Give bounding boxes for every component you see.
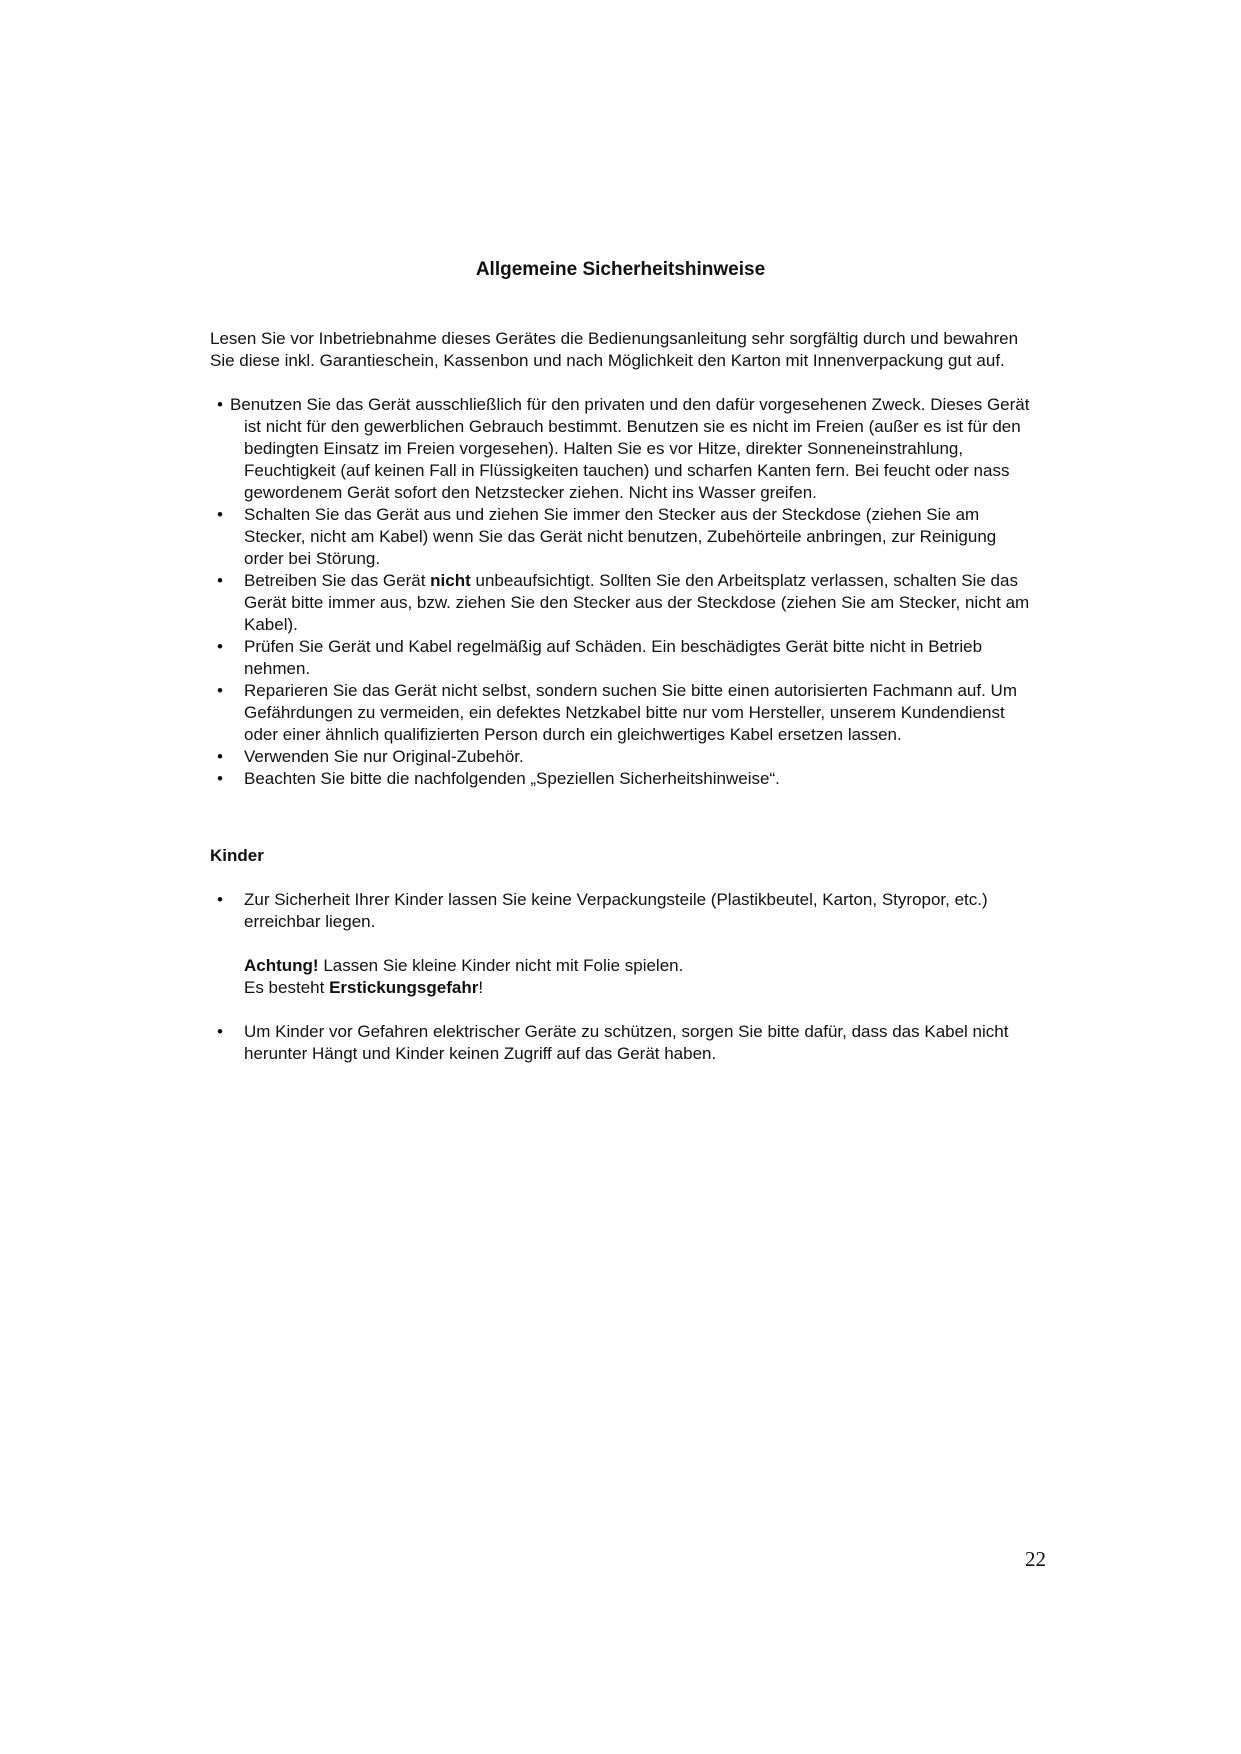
safety-list <box>210 394 1040 790</box>
list-item <box>210 680 1040 746</box>
list-item <box>210 768 1040 790</box>
list-item-continuation: Dieses Gerät ist nicht für den gewerblichen Gebrauch bestimmt. Benutzen sie es nicht im Freien (außer es ist für den bedingten Einsatz im Freien vorgesehen). Halten Sie es vor Hitze, direkter Sonneneinstrahlung, Feuchtigkeit (auf keinen Fall in Flüssigkeiten tauchen) und scharfen Kanten fern. Bei feucht oder nass gewordenem Gerät sofort den Netzstecker ziehen. Nicht ins Wasser greifen. <box>244 395 1030 502</box>
bullet-icon: • <box>217 395 223 414</box>
list-item <box>210 394 1040 504</box>
list-item-first-line: Um Kinder vor Gefahren elektrischer Geräte zu schützen, sorgen Sie bitte dafür, dass das <box>244 1022 920 1041</box>
danger-suffix: ! <box>478 978 484 997</box>
intro-paragraph: Lesen Sie vor Inbetriebnahme dieses Gerätes die Bedienungsanleitung sehr sorgfältig durch und bewahren Sie diese inkl. Garantieschein, Kassenbon und nach Möglichkeit den Karton mit Innenverpackung gut auf. <box>210 329 1019 370</box>
emphasis-nicht: nicht <box>430 571 471 590</box>
list-item-first-line: Prüfen Sie Gerät und Kabel regelmäßig auf Schäden. Ein beschädigtes Gerät bitte nicht in <box>244 637 924 656</box>
list-item <box>210 1021 1040 1065</box>
kinder-list <box>210 889 1040 933</box>
danger-emphasis: Erstickungsgefahr <box>329 978 479 997</box>
list-item <box>210 746 1040 768</box>
list-item-continuation: Fachmann auf. Um Gefährdungen zu vermeiden, ein defektes Netzkabel bitte nur vom Hersteller, unserem Kundendienst oder einer ähnlich qualifizierten Person durch ein gleichwertiges Kabel ersetzen lassen. <box>244 681 1017 744</box>
page-number: 22 <box>1025 1547 1046 1571</box>
bullet-icon: • <box>217 637 223 656</box>
content-body <box>210 328 1040 1065</box>
list-item-continuation: Styropor, etc.) erreichbar liegen. <box>244 890 988 931</box>
list-item-continuation: Kabel nicht herunter Hängt und Kinder keinen Zugriff auf das Gerät haben. <box>244 1022 1009 1063</box>
bullet-icon: • <box>217 769 223 788</box>
kinder-list-2 <box>210 1021 1040 1065</box>
warning-line <box>244 955 1040 977</box>
danger-prefix: Es besteht <box>244 978 330 997</box>
bullet-icon: • <box>217 505 223 524</box>
bullet-icon: • <box>217 1022 223 1041</box>
list-item-first-line: Zur Sicherheit Ihrer Kinder lassen Sie keine Verpackungsteile (Plastikbeutel, Karton, <box>244 890 878 909</box>
section-heading-kinder: Kinder <box>210 846 264 865</box>
list-item-first-line: Verwenden Sie nur Original-Zubehör. <box>244 747 524 766</box>
page-title: Allgemeine Sicherheitshinweise <box>475 259 766 280</box>
list-item-continuation: Sie am Stecker, nicht am Kabel) wenn Sie das Gerät nicht benutzen, Zubehörteile anbringen, zur Reinigung order bei Störung. <box>244 505 997 568</box>
list-item <box>210 504 1040 570</box>
list-item-continuation: schalten Sie das Gerät bitte immer aus, bzw. ziehen Sie den Stecker aus der Steckdose (ziehen Sie am Stecker, nicht am Kabel). <box>244 571 1030 634</box>
list-item <box>210 570 1040 636</box>
bullet-icon: • <box>217 681 223 700</box>
list-item <box>210 636 1040 680</box>
list-item-text-a: Betreiben Sie das Gerät <box>244 571 431 590</box>
list-item-first-line: Beachten Sie bitte die nachfolgenden „Speziellen Sicherheitshinweise“. <box>244 769 780 788</box>
warning-label: Achtung! <box>244 956 319 975</box>
warning-block <box>244 955 1040 999</box>
warning-text: Lassen Sie kleine Kinder nicht mit Folie spielen. <box>318 956 684 975</box>
list-item-continuation: Betrieb nehmen. <box>244 637 983 678</box>
bullet-icon: • <box>217 890 223 909</box>
danger-line <box>244 977 1040 999</box>
bullet-icon: • <box>217 571 223 590</box>
list-item-first-line: Reparieren Sie das Gerät nicht selbst, sondern suchen Sie bitte einen autorisierten <box>244 681 868 700</box>
list-item-text-b: unbeaufsichtigt. Sollten Sie den Arbeitsplatz verlassen, <box>470 571 889 590</box>
list-item-first-line: Schalten Sie das Gerät aus und ziehen Sie immer den Stecker aus der Steckdose (ziehen <box>244 505 922 524</box>
list-item <box>210 889 1040 933</box>
bullet-icon: • <box>217 747 223 766</box>
list-item-first-line: Benutzen Sie das Gerät ausschließlich für den privaten und den dafür vorgesehenen Zweck. <box>230 395 926 414</box>
